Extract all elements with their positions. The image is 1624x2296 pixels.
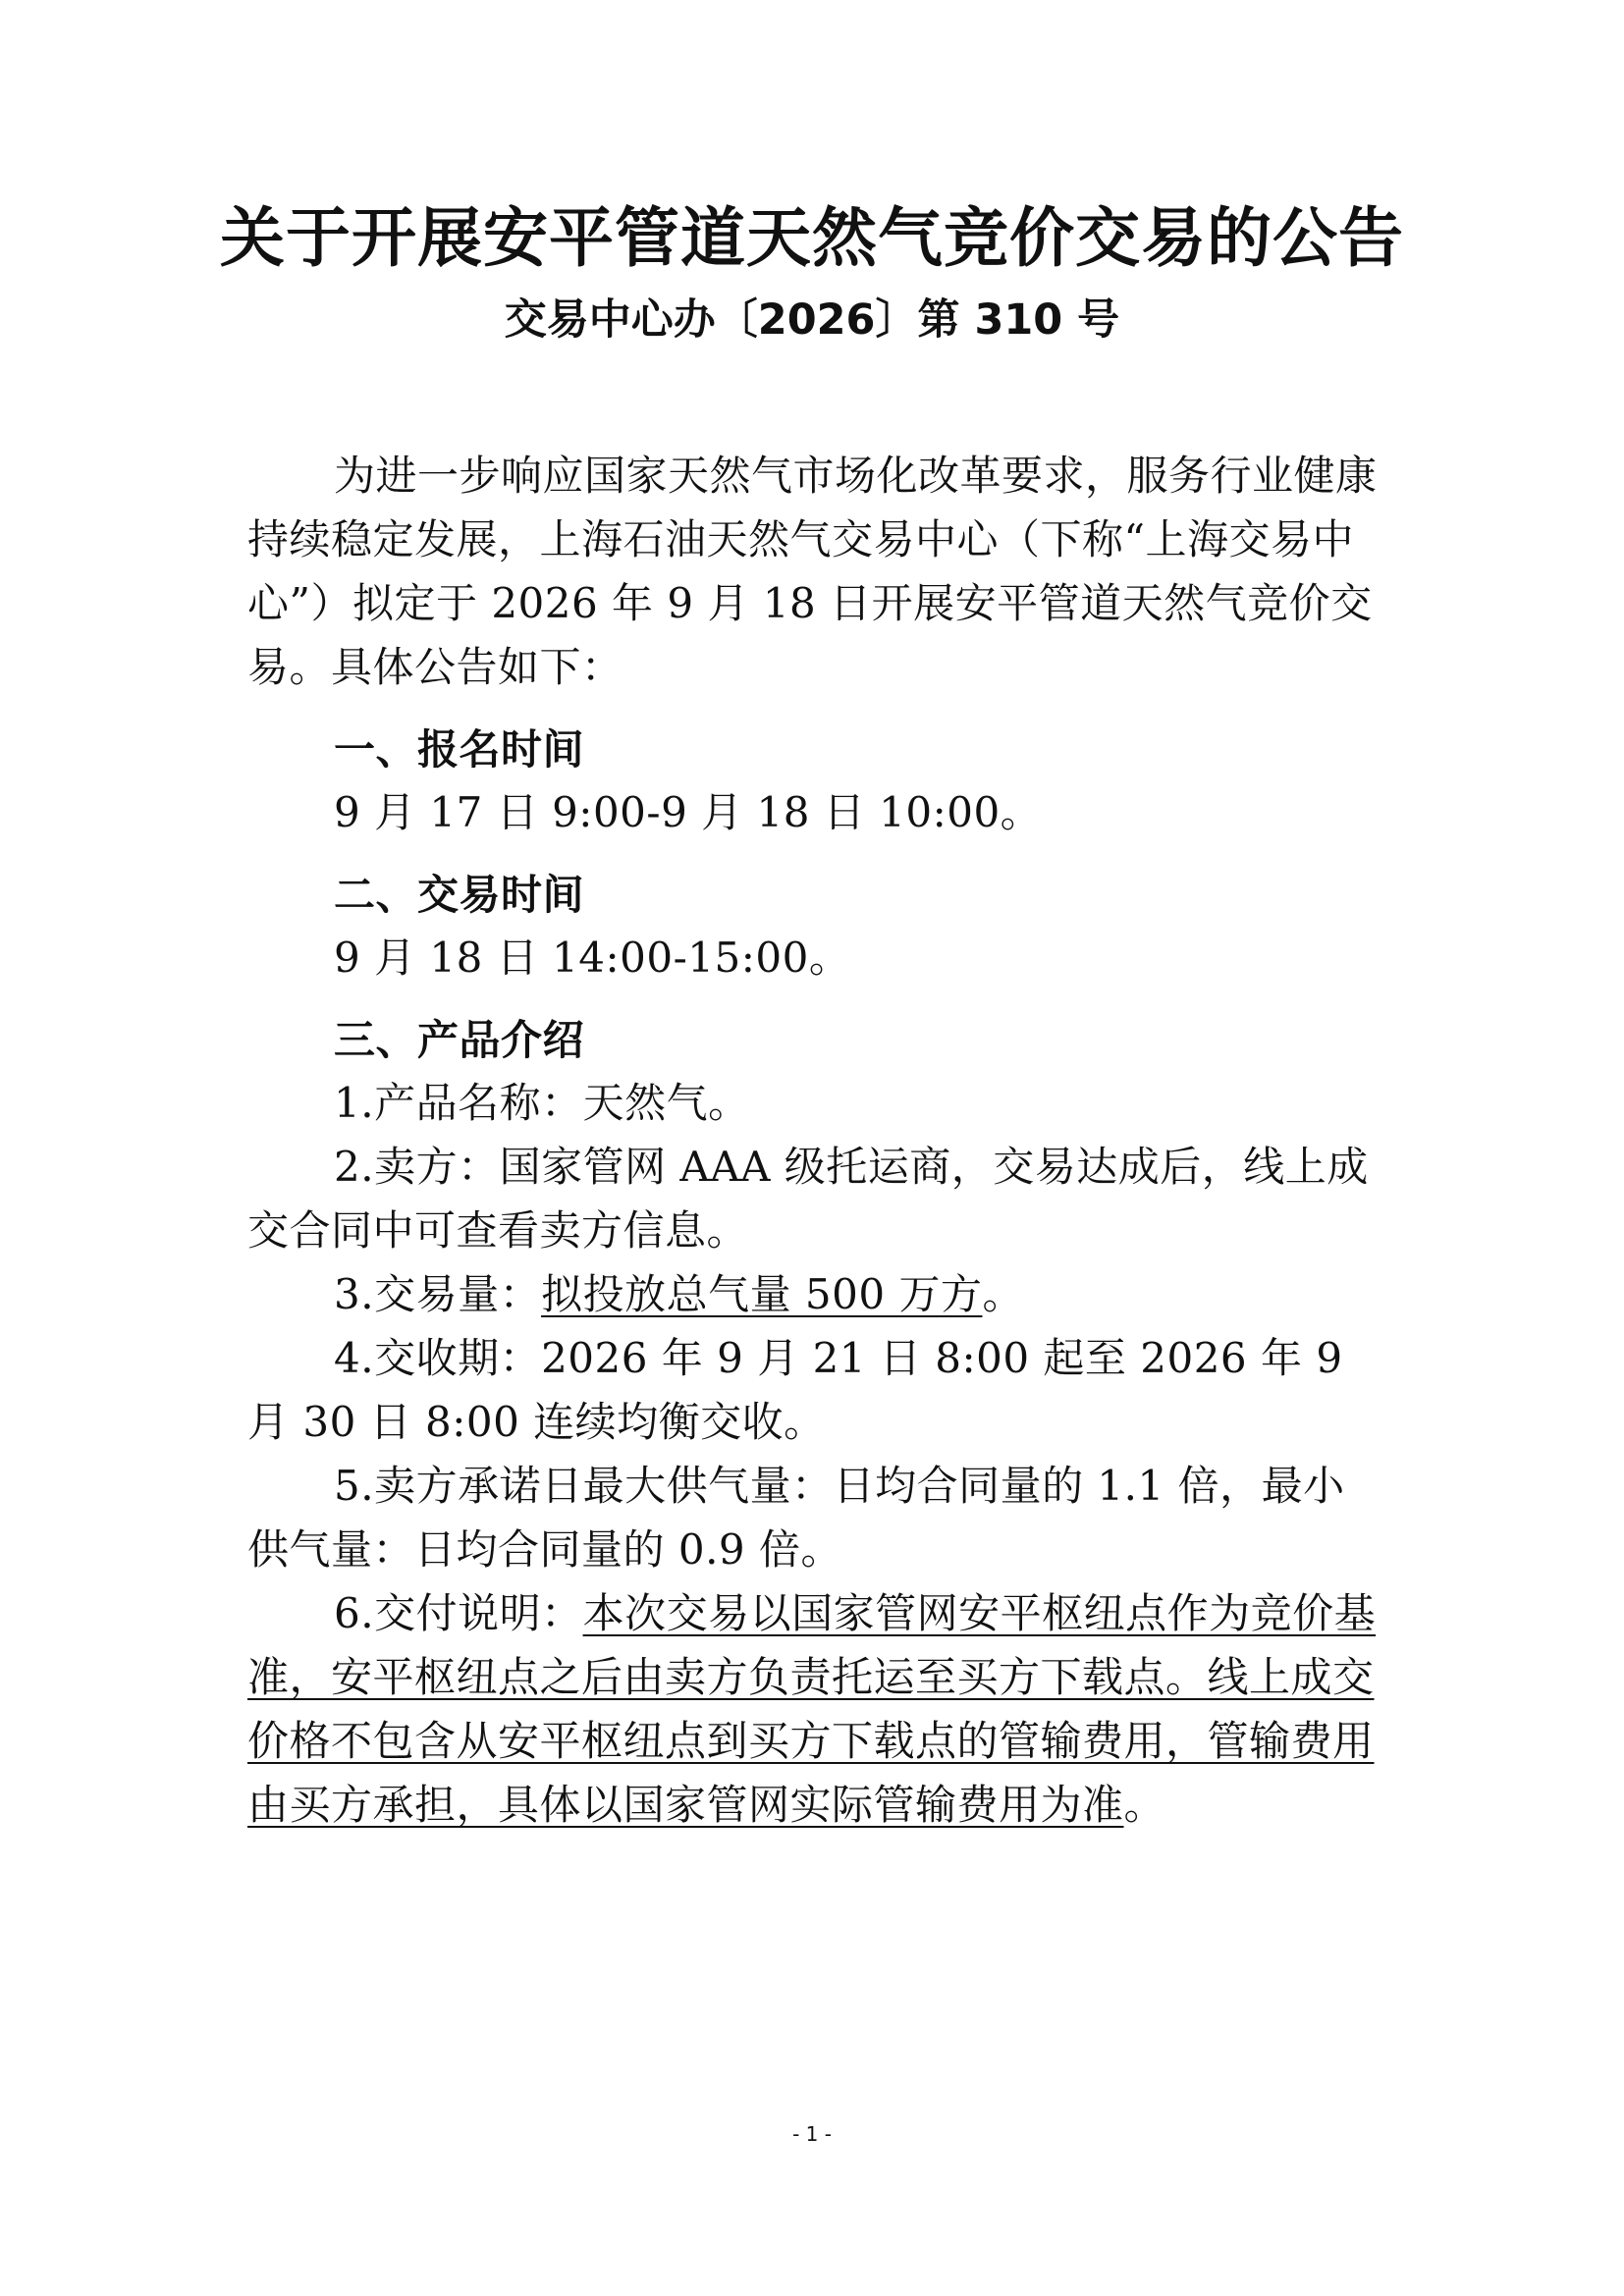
registration-time-text: 9 月 17 日 9:00-9 月 18 日 10:00。 [334, 788, 1043, 836]
delivery-notes-suffix: 。 [1123, 1781, 1166, 1829]
delivery-notes-label: 6.交付说明： [334, 1589, 583, 1637]
page-number: - 1 - [792, 2122, 832, 2146]
product-item-volume [247, 1262, 1386, 1326]
volume-underlined-text: 拟投放总气量 500 万方 [541, 1270, 983, 1318]
trading-time-text: 9 月 18 日 14:00-15:00。 [334, 934, 851, 982]
document-title: 关于开展安平管道天然气竞价交易的公告 [220, 200, 1404, 276]
document-number: 交易中心办〔2026〕第 310 号 [504, 295, 1120, 345]
delivery-notes-underlined-text: 本次交易以国家管网安平枢纽点作为竞价基准，安平枢纽点之后由卖方负责托运至买方下载点。线上成交价格不包含从安平枢纽点到买方下载点的管输费用，管输费用由买方承担，具体以国家管网实际管输费用为准 [247, 1589, 1377, 1829]
product-item-delivery-period: 4.交收期：2026 年 9 月 21 日 8:00 起至 2026 年 9 月 30 日 8:00 连续均衡交收。 [247, 1334, 1343, 1446]
section-heading-trading-time: 二、交易时间 [334, 871, 585, 919]
section-heading-registration: 一、报名时间 [334, 725, 585, 774]
section-heading-product: 三、产品介绍 [334, 1016, 585, 1064]
intro-paragraph: 为进一步响应国家天然气市场化改革要求，服务行业健康持续稳定发展，上海石油天然气交易中心（下称“上海交易中心”）拟定于 2026 年 9 月 18 日开展安平管道天然气竞价交易。具体公告如下： [247, 452, 1378, 691]
volume-label: 3.交易量： [334, 1270, 542, 1318]
volume-suffix: 。 [982, 1270, 1024, 1318]
product-item-name: 1.产品名称：天然气。 [334, 1079, 750, 1127]
document-body [247, 444, 1386, 1837]
product-item-delivery-notes [247, 1581, 1386, 1837]
product-item-supply-commitment: 5.卖方承诺日最大供气量：日均合同量的 1.1 倍，最小供气量：日均合同量的 0.9 倍。 [247, 1462, 1345, 1574]
product-item-seller: 2.卖方：国家管网 AAA 级托运商，交易达成后，线上成交合同中可查看卖方信息。 [247, 1143, 1369, 1255]
